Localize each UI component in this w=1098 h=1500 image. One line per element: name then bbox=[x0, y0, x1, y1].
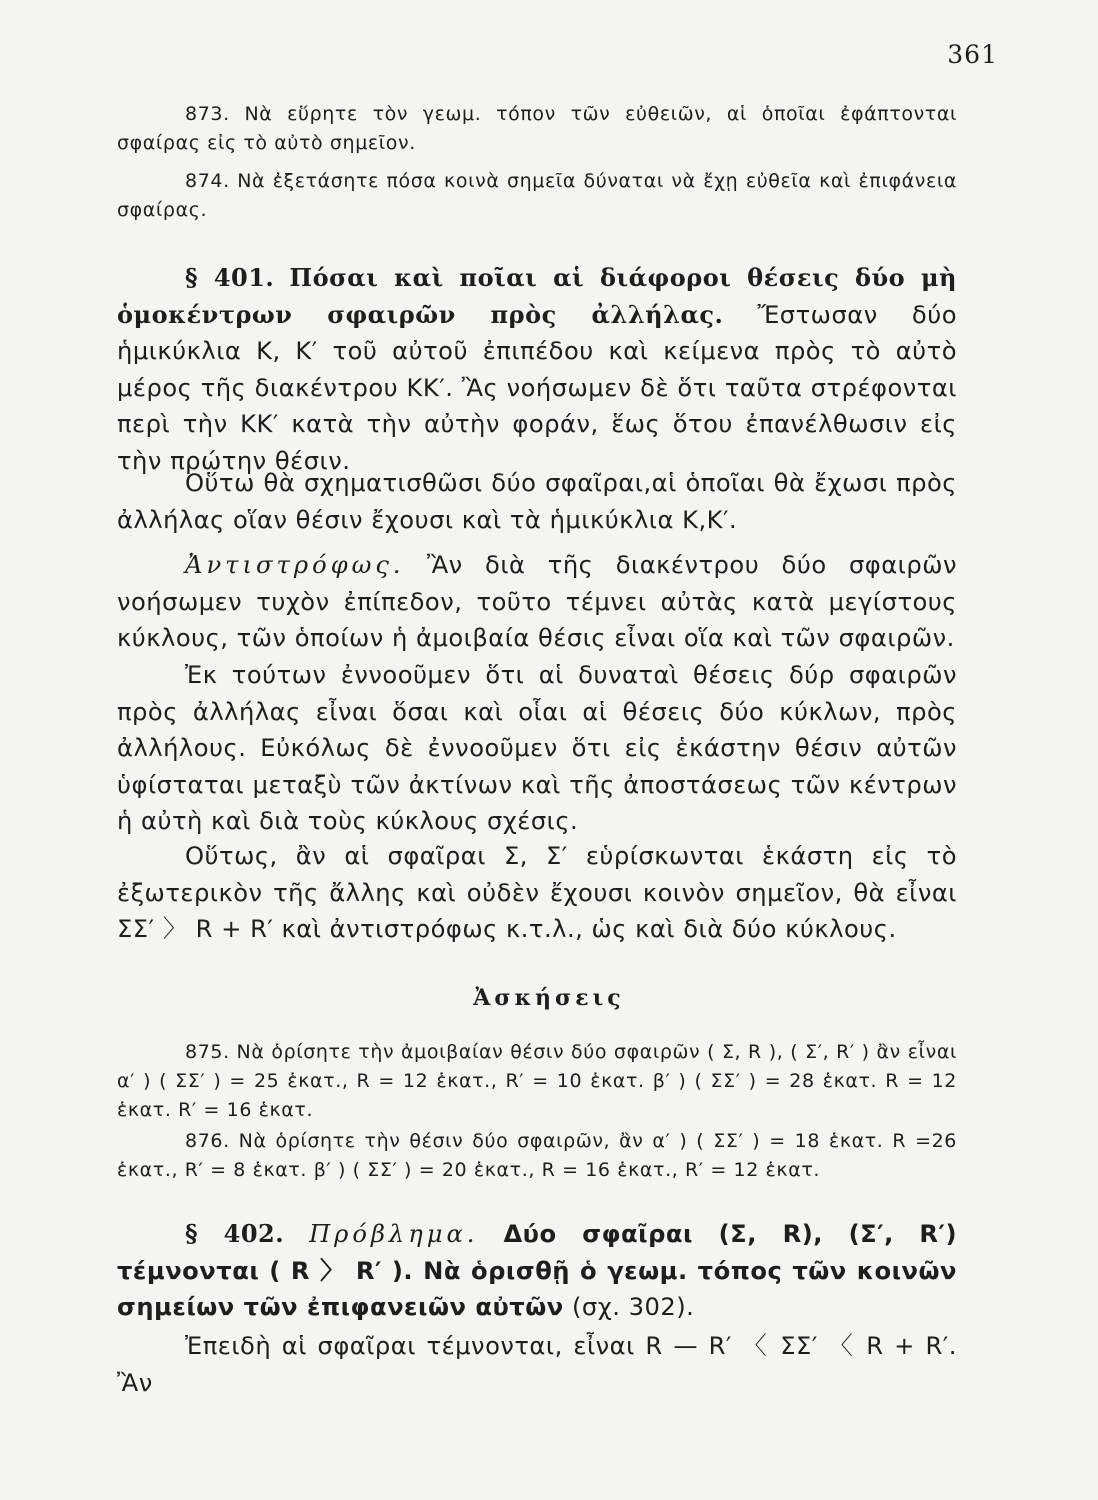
section-402-title: Δύο σφαῖραι (Σ, R), (Σ′, R′) τέμνονται ( R 〉 R′ ). Νὰ ὁρισθῇ ὁ γεωμ. τόπος τῶν κοινῶν σημείων τῶν ἐπιφανειῶν αὐτῶν bbox=[117, 1220, 957, 1321]
paragraph-epeidi: Ἐπειδὴ αἱ σφαῖραι τέμνονται, εἶναι R — R′ 〈 ΣΣ′ 〈 R + R′. Ἂν bbox=[117, 1332, 957, 1397]
section-402-ref: (σχ. 302). bbox=[571, 1293, 695, 1321]
section-401-title: Πόσαι καὶ ποῖαι αἱ διάφοροι θέσεις δύο μὴ ὁμοκέντρων σφαιρῶν πρὸς ἀλλήλας. bbox=[117, 263, 957, 329]
section-401 bbox=[117, 260, 957, 479]
paragraph-antistrofos bbox=[117, 547, 957, 657]
exercise-875: 875. Νὰ ὁρίσητε τὴν ἀμοιβαίαν θέσιν δύο σφαιρῶν ( Σ, R ), ( Σ′, R′ ) ἂν εἶναι α′ ) ( ΣΣ′ ) = 25 ἑκατ., R = 12 ἑκατ., R′ = 10 ἑκατ. β′ ) ( ΣΣ′ ) = 28 ἑκατ. R = 12 ἑκατ. R′ = 16 ἑκατ. bbox=[117, 1041, 957, 1121]
antistrofos-text: Ἂν διὰ τῆς διακέντρου δύο σφαιρῶν νοήσωμεν τυχὸν ἐπίπεδον, τοῦτο τέμνει αὐτὰς κατὰ μεγίστους κύκλους, τῶν ὁποίων ἡ ἀμοιβαία θέσις εἶναι οἵα καὶ τῶν σφαιρῶν. bbox=[117, 551, 957, 652]
paragraph-outo: Οὕτω θὰ σχηματισθῶσι δύο σφαῖραι,αἱ ὁποῖαι θὰ ἔχωσι πρὸς ἀλλήλας οἵαν θέσιν ἔχουσι καὶ τὰ ἡμικύκλια Κ,Κ′. bbox=[117, 469, 957, 534]
paragraph-ek-touton: Ἐκ τούτων ἐννοοῦμεν ὅτι αἱ δυναταὶ θέσεις δύρ σφαιρῶν πρὸς ἀλλήλας εἶναι ὅσαι καὶ οἷαι αἱ θέσεις δύο κύκλων, πρὸς ἀλλήλους. Εὐκόλως δὲ ἐννοοῦμεν ὅτι εἰς ἑκάστην θέσιν αὐτῶν ὑφίσταται μεταξὺ τῶν ἀκτίνων καὶ τῆς ἀποστάσεως τῶν κέντρων ἡ αὐτὴ καὶ διὰ τοὺς κύκλους σχέσις. bbox=[117, 661, 957, 835]
section-402 bbox=[117, 1216, 957, 1326]
exercise-873: 873. Νὰ εὕρητε τὸν γεωμ. τόπον τῶν εὐθειῶν, αἱ ὁποῖαι ἐφάπτονται σφαίρας εἰς τὸ αὐτὸ σημεῖον. bbox=[117, 103, 957, 154]
exercise-876: 876. Νὰ ὁρίσητε τὴν θέσιν δύο σφαιρῶν, ἂν α′ ) ( ΣΣ′ ) = 18 ἑκατ. R =26 ἑκατ., R′ = 8 ἑκατ. β′ ) ( ΣΣ′ ) = 20 ἑκατ., R = 16 ἑκατ., R′ = 12 ἑκατ. bbox=[117, 1130, 957, 1181]
section-402-label: Πρόβλημα. bbox=[309, 1220, 479, 1248]
paragraph-outos: Οὕτως, ἂν αἱ σφαῖραι Σ, Σ′ εὑρίσκωνται ἑκάστη εἰς τὸ ἐξωτερικὸν τῆς ἄλλης καὶ οὐδὲν ἔχουσι κοινὸν σημεῖον, θὰ εἶναι ΣΣ′ 〉 R + R′ καὶ ἀντιστρόφως κ.τ.λ., ὡς καὶ διὰ δύο κύκλους. bbox=[117, 842, 957, 943]
section-402-number: § 402. bbox=[185, 1219, 285, 1248]
exercises-heading: Ἀσκήσεις bbox=[473, 985, 625, 1011]
antistrofos-label: Ἀντιστρόφως. bbox=[185, 551, 405, 579]
exercise-874: 874. Νὰ ἐξετάσητε πόσα κοινὰ σημεῖα δύναται νὰ ἔχῃ εὐθεῖα καὶ ἐπιφάνεια σφαίρας. bbox=[117, 170, 957, 221]
page-number: 361 bbox=[947, 40, 998, 69]
section-401-text: Ἔστωσαν δύο ἡμικύκλια Κ, Κ′ τοῦ αὐτοῦ ἐπιπέδου καὶ κείμενα πρὸς τὸ αὐτὸ μέρος τῆς διακέντρου ΚΚ′. Ἂς νοήσωμεν δὲ ὅτι ταῦτα στρέφονται περὶ τὴν ΚΚ′ κατὰ τὴν αὐτὴν φοράν, ἕως ὅτου ἐπανέλθωσιν εἰς τὴν πρώτην θέσιν. bbox=[117, 300, 957, 475]
section-401-number: § 401. bbox=[185, 263, 275, 292]
